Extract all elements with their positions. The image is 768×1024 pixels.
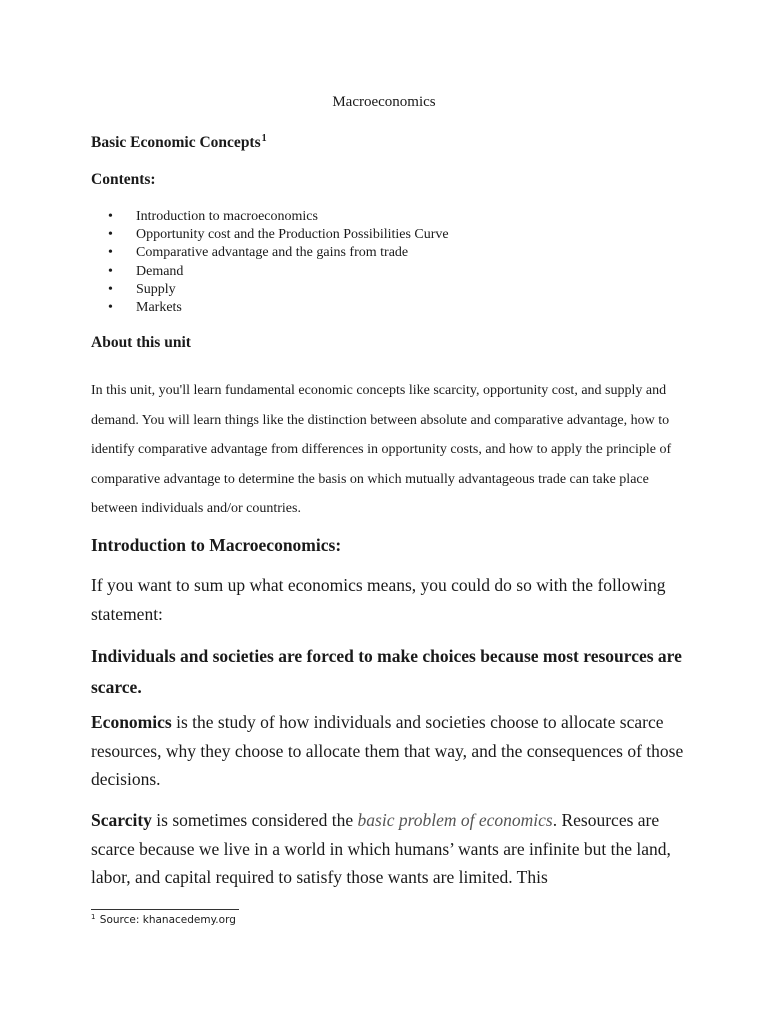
bullet-icon: • <box>108 245 113 261</box>
list-item: • Markets <box>108 299 449 317</box>
bullet-icon: • <box>108 263 113 279</box>
bullet-icon: • <box>108 281 113 297</box>
footnote-reference[interactable]: 1 <box>261 133 267 144</box>
heading-basic-text: Basic Economic Concepts <box>91 134 261 151</box>
about-paragraph: In this unit, you'll learn fundamental economic concepts like scarcity, opportunity cost, and supply and demand. You will learn things like the distinction between absolute and comparative advantage, how to identify comparative advantage from differences in opportunity costs, and how to apply the principle of comparative advantage to determine the basis on which mutually advantageous trade can take place between individuals and/or countries. <box>91 383 672 516</box>
heading-contents: Contents: <box>91 171 156 188</box>
list-item: • Opportunity cost and the Production Possibilities Curve <box>108 226 449 244</box>
italic-phrase: basic problem of economics <box>357 810 553 830</box>
heading-basic-economic-concepts <box>91 133 267 152</box>
list-item: • Comparative advantage and the gains from trade <box>108 244 449 262</box>
term-scarcity: Scarcity <box>91 810 152 830</box>
footnote-mark: 1 <box>91 913 96 921</box>
document-title: Macroeconomics <box>332 94 436 110</box>
heading-introduction: Introduction to Macroeconomics: <box>91 535 342 555</box>
heading-about-this-unit: About this unit <box>91 334 191 351</box>
paragraph-economics-definition: Economics is the study of how individuals and societies choose to allocate scarce resources, why they choose to allocate them that way, and the consequences of those decisions. <box>91 712 684 789</box>
paragraph-scarcity: Scarcity is sometimes considered the basic problem of economics. Resources are scarce because we live in a world in which humans’ wants are infinite but the land, labor, and capital required to satisfy those wants are limited. This <box>91 810 671 887</box>
paragraph-sum-up: If you want to sum up what economics means, you could do so with the following statement: <box>91 575 666 624</box>
bullet-icon: • <box>108 227 113 243</box>
bullet-icon: • <box>108 300 113 316</box>
list-item: • Demand <box>108 263 449 281</box>
bullet-icon: • <box>108 209 113 224</box>
footnote <box>91 913 236 926</box>
list-item: • Supply <box>108 281 449 299</box>
term-economics: Economics <box>91 712 172 732</box>
paragraph-key-statement: Individuals and societies are forced to make choices because most resources are scarce. <box>91 646 682 697</box>
contents-list <box>108 208 449 317</box>
footnote-text: Source: khanacedemy.org <box>96 914 236 926</box>
footnote-divider <box>91 909 239 910</box>
list-item: • Introduction to macroeconomics <box>108 208 449 226</box>
